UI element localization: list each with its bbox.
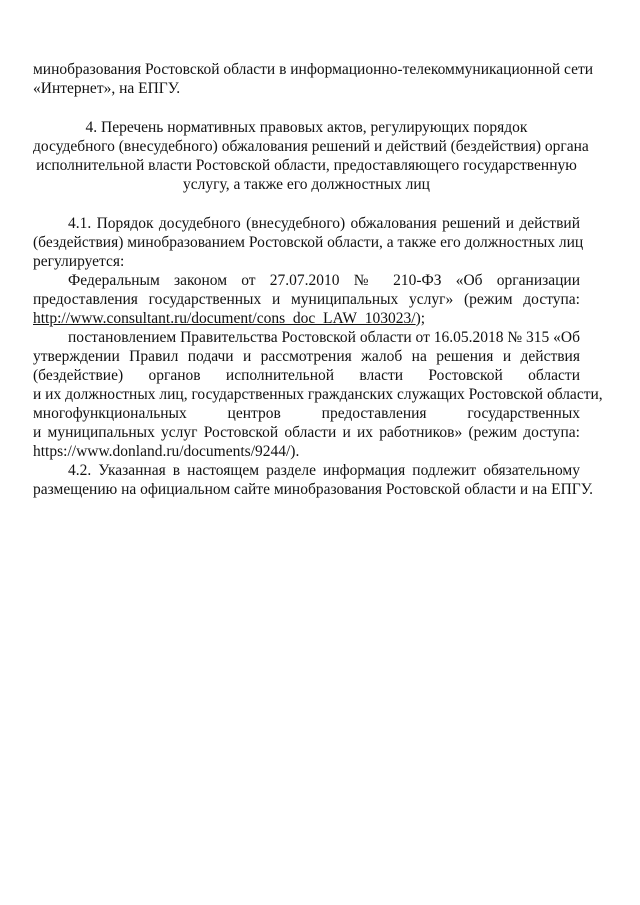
document-body (33, 60, 603, 499)
paragraph-4-1 (33, 214, 584, 271)
intro-line-2: «Интернет», на ЕПГУ. (33, 80, 181, 97)
consultant-link[interactable]: http://www.consultant.ru/document/cons_doc_LAW_103023/ (33, 310, 416, 327)
law2-line-6: и муниципальных услуг Ростовской области и их работников» (режим доступа: (33, 424, 580, 441)
law2-line-4: и их должностных лиц, государственных гражданских служащих Ростовской области, (33, 386, 603, 403)
spacer (33, 194, 580, 214)
heading-line-3: исполнительной власти Ростовской области, предоставляющего государственную (36, 157, 577, 174)
paragraph-4-2 (33, 461, 594, 499)
heading-line-4: услугу, а также его должностных лиц (183, 176, 430, 193)
law1-line-1: Федеральным законом от 27.07.2010 № 210-ФЗ «Об организации (68, 272, 580, 289)
section-4-heading (33, 118, 589, 194)
law2-line-3: (бездействие) органов исполнительной власти Ростовской области (33, 367, 580, 384)
p41-line-2: (бездействия) минобразованием Ростовской области, а также его должностных лиц (33, 234, 584, 251)
law2-line-1: постановлением Правительства Ростовской области от 16.05.2018 № 315 «Об (68, 329, 580, 346)
p41-line-1: 4.1. Порядок досудебного (внесудебного) обжалования решений и действий (68, 215, 580, 232)
p42-line-1: 4.2. Указанная в настоящем разделе информация подлежит обязательному (68, 462, 580, 479)
p41-line-3: регулируется: (33, 253, 125, 270)
paragraph-federal-law (33, 271, 580, 328)
law2-line-7: https://www.donland.ru/documents/9244/). (33, 443, 300, 460)
p42-line-2: размещению на официальном сайте минобразования Ростовской области и на ЕПГУ. (33, 481, 594, 498)
law1-line-3 (33, 309, 580, 328)
law1-tail: ); (415, 310, 426, 327)
spacer (33, 98, 580, 118)
intro-line-1: минобразования Ростовской области в информационно-телекоммуникационной сети (33, 61, 594, 78)
paragraph-regional-resolution (33, 328, 603, 461)
heading-line-1: 4. Перечень нормативных правовых актов, регулирующих порядок (85, 119, 528, 136)
heading-line-2: досудебного (внесудебного) обжалования решений и действий (бездействия) органа (33, 138, 589, 155)
law2-line-5: многофункциональных центров предоставления государственных (33, 405, 580, 422)
law2-line-2: утверждении Правил подачи и рассмотрения жалоб на решения и действия (33, 348, 580, 365)
law1-line-2: предоставления государственных и муниципальных услуг» (режим доступа: (33, 291, 580, 308)
